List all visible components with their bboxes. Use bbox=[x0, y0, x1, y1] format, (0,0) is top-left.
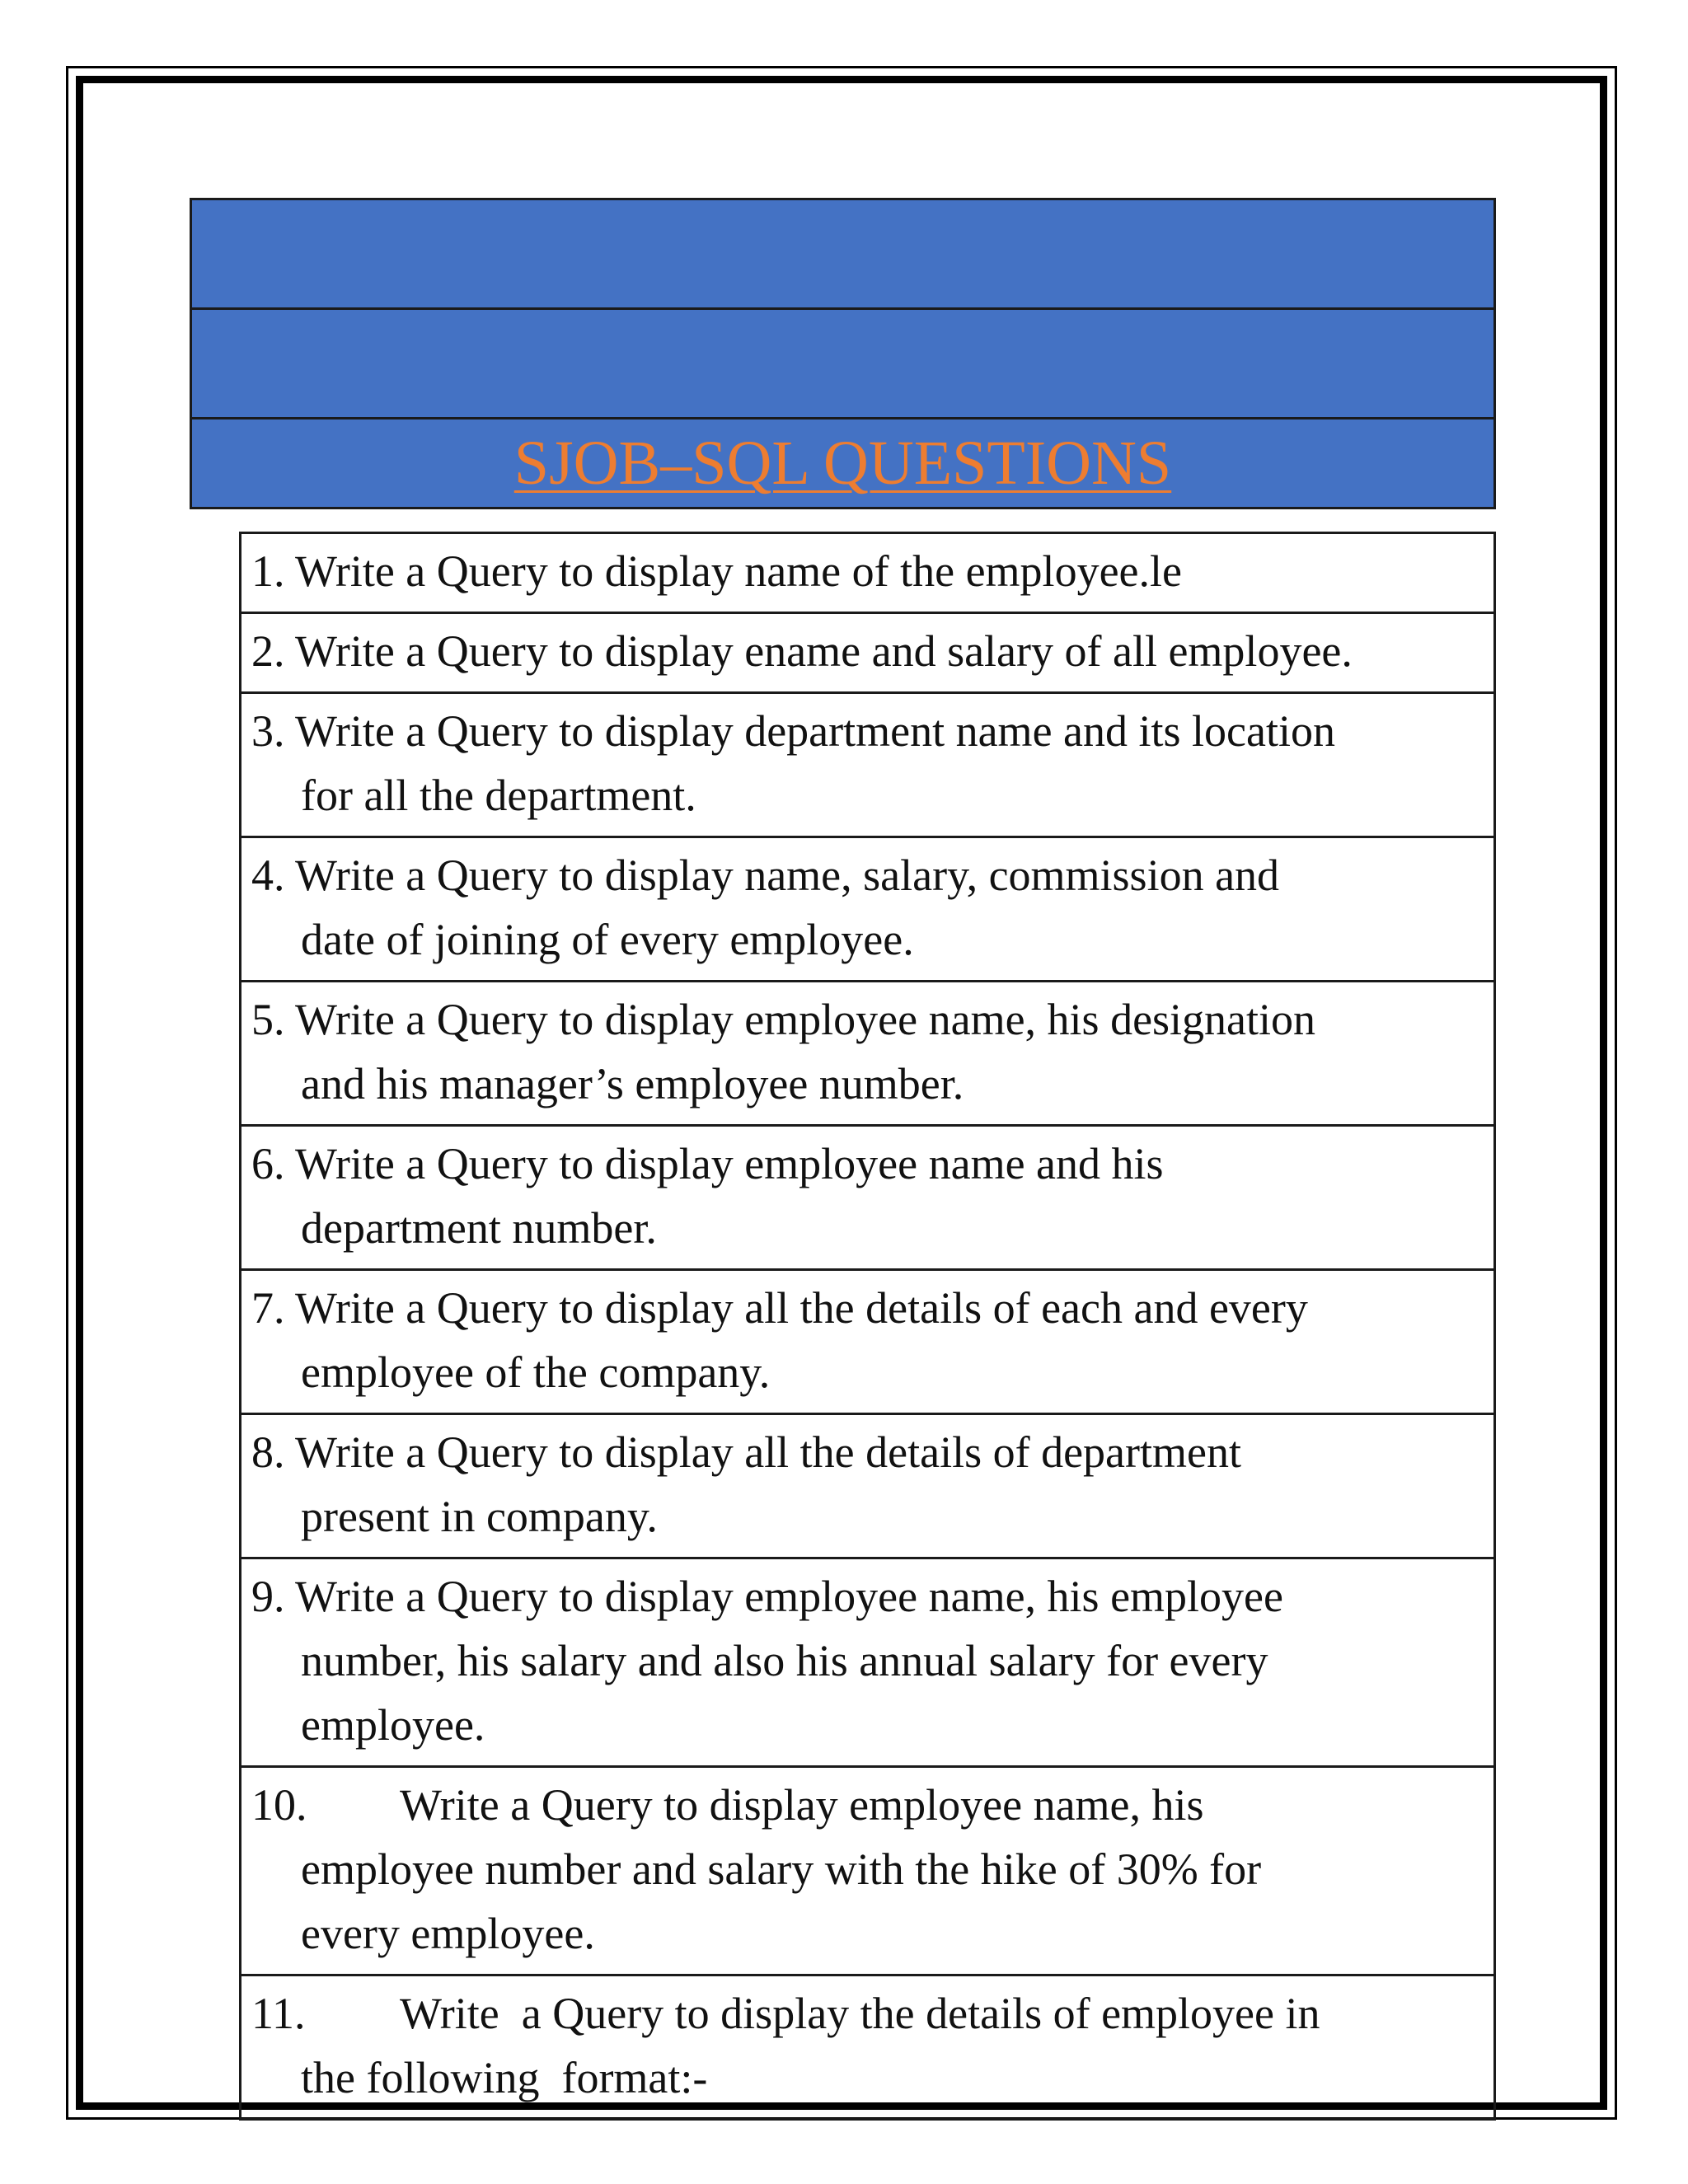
question-number: 9. bbox=[251, 1572, 285, 1621]
question-row bbox=[241, 1268, 1493, 1413]
question-number: 1. bbox=[251, 546, 285, 596]
question-row bbox=[241, 1557, 1493, 1765]
question-number: 8. bbox=[251, 1427, 285, 1477]
question-row bbox=[241, 1765, 1493, 1974]
question-number: 4. bbox=[251, 851, 285, 900]
question-line bbox=[251, 1564, 1479, 1629]
question-text-continued: employee. bbox=[301, 1700, 485, 1750]
question-line bbox=[251, 1420, 1479, 1484]
question-line bbox=[251, 619, 1479, 683]
question-text: Write a Query to display employee name, his bbox=[400, 1780, 1204, 1830]
question-row bbox=[241, 836, 1493, 980]
question-text: Write a Query to display the details of employee in bbox=[400, 1989, 1320, 2038]
question-number: 5. bbox=[251, 995, 285, 1044]
question-number: 6. bbox=[251, 1139, 285, 1188]
title-banner bbox=[190, 198, 1496, 509]
question-text: Write a Query to display employee name and his bbox=[295, 1139, 1164, 1188]
question-text: Write a Query to display employee name, his employee bbox=[295, 1572, 1283, 1621]
question-number: 11. bbox=[251, 1989, 306, 2038]
question-row bbox=[241, 980, 1493, 1124]
question-text-continued: employee number and salary with the hike of 30% for bbox=[301, 1844, 1262, 1894]
question-text-continued: date of joining of every employee. bbox=[301, 915, 914, 964]
question-text-continued: the following format:- bbox=[301, 2053, 708, 2102]
question-text: Write a Query to display name of the employee.le bbox=[295, 546, 1182, 596]
question-text-continued: present in company. bbox=[301, 1492, 658, 1541]
question-row bbox=[241, 534, 1493, 612]
question-row bbox=[241, 1974, 1493, 2118]
page-title: SJOB–SQL QUESTIONS bbox=[513, 429, 1172, 498]
title-banner-row-1 bbox=[192, 200, 1493, 310]
question-text-continued: every employee. bbox=[301, 1909, 595, 1958]
question-text: Write a Query to display department name and its location bbox=[295, 706, 1335, 756]
question-text-continued: for all the department. bbox=[301, 771, 696, 820]
question-text-continued: department number. bbox=[301, 1203, 657, 1253]
question-number: 3. bbox=[251, 706, 285, 756]
question-line bbox=[251, 987, 1479, 1052]
question-row bbox=[241, 1413, 1493, 1557]
question-line bbox=[251, 539, 1479, 603]
title-banner-row-2 bbox=[192, 310, 1493, 419]
question-number: 10. bbox=[251, 1780, 307, 1830]
title-banner-row-3 bbox=[192, 419, 1493, 507]
question-number: 7. bbox=[251, 1283, 285, 1333]
question-text-continued: and his manager’s employee number. bbox=[301, 1059, 964, 1108]
question-line bbox=[251, 699, 1479, 763]
question-text: Write a Query to display name, salary, commission and bbox=[295, 851, 1280, 900]
question-line bbox=[251, 1981, 1479, 2046]
question-text: Write a Query to display all the details of department bbox=[295, 1427, 1241, 1477]
question-text-continued: employee of the company. bbox=[301, 1347, 771, 1397]
question-text: Write a Query to display employee name, his designation bbox=[295, 995, 1316, 1044]
question-text: Write a Query to display ename and salary of all employee. bbox=[295, 626, 1353, 676]
question-text: Write a Query to display all the details of each and every bbox=[295, 1283, 1308, 1333]
question-row bbox=[241, 612, 1493, 691]
question-row bbox=[241, 1124, 1493, 1268]
questions-table bbox=[239, 532, 1496, 2121]
question-line bbox=[251, 843, 1479, 907]
question-text-continued: number, his salary and also his annual salary for every bbox=[301, 1636, 1268, 1685]
question-line bbox=[251, 1276, 1479, 1340]
question-row bbox=[241, 691, 1493, 836]
question-number: 2. bbox=[251, 626, 285, 676]
question-line bbox=[251, 1132, 1479, 1196]
question-line bbox=[251, 1773, 1479, 1837]
